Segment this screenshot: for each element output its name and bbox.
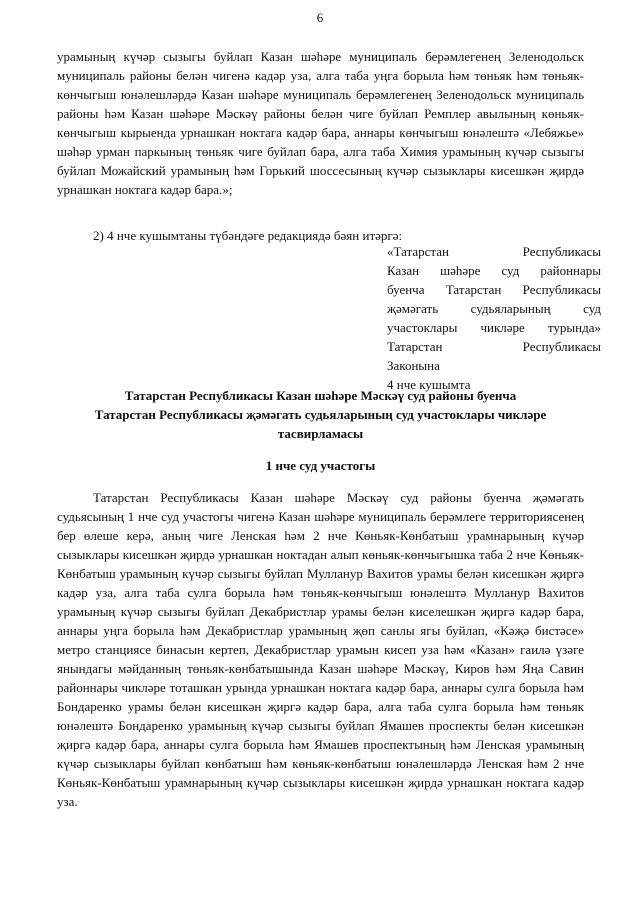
appendix-line: 4 нче кушымта xyxy=(387,377,471,392)
appendix-line: участоклары чикләре турында» xyxy=(387,320,601,335)
appendix-line: Казан шәһәре суд районнары xyxy=(387,263,601,278)
appendix-line: Законына xyxy=(387,358,440,373)
appendix-line: җәмәгать судьяларының суд xyxy=(387,301,601,316)
title-line: Татарстан Республикасы Казан шәһәре Мәскәү суд районы буенча xyxy=(124,388,517,403)
appendix-line: буенча Татарстан Республикасы xyxy=(387,282,601,297)
top-paragraph: урамының күчәр сызыгы буйлап Казан шәһәре муниципаль берәмлегенең Зеленодольск муниципаль районы белән чигенә кадәр уза, алга таба уңга борыла һәм төньяк һәм төньяк-көнчыгыш юнәлешләрдә Казан шәһәре муниципаль берәмлегенең Зеленодольск муниципаль районы һәм Казан шәһәре Мәскәү районы белән чиге буйлап Ремплер авылының көньяк-көнчыгыш кырыенда урнашкан ноктага кадәр бара, аннары көнчыгыш юнәлештә «Лебяжье» шәһәр урман паркының төньяк чиге буйлап бара, алга таба Химия урамының күчәр сызыгы буйлап Можайский урамының һәм Горький шоссесының күчәр сызыклары кисешкән җирдә урнашкан ноктага кадәр бара.»; xyxy=(57,49,584,197)
title-line: Татарстан Республикасы җәмәгать судьяларының суд участоклары чикләре xyxy=(94,407,547,422)
main-paragraph: Татарстан Республикасы Казан шәһәре Мәскәү суд районы буенча җәмәгать судьясының 1 нче суд участогы чигенә Казан шәһәре муниципаль берәмлеге территориясенең бер өлеше керә, аның чиге Ленская һәм 2 нче Көньяк-Көнбатыш урамнарының күчәр сызыклары кисешкән җирдә урнашкан ноктадан алып көньяк-көнчыгышка таба 2 нче Көньяк-Көнбатыш урамының күчәр сызыгы буйлап Мулланур Вахитов урамы белән кисешкән җиргә кадәр уза, алга таба сулга борыла һәм төньяк-көнчыгыш юнәлештә Мулланур Вахитов урамының күчәр сызыгы буйлап Декабристлар урамы белән киселешкән җиргә кадәр бара, аннары уңга борыла һәм Декабристлар урамының җөп санлы ягы буйлап, «Кәҗә бистәсе» метро станциясе бинасын кертеп, Декабристлар урамын кисеп уза һәм «Казан» гаилә үзәге янындагы мәйданның төньяк-көнбатышында Казан шәһәре Мәскәү, Киров һәм Яңа Савин районнары чикләре тоташкан урында урнашкан ноктага кадәр бара, аннары сулга борыла һәм Бондаренко урамы белән кисешкән җиргә кадәр бара, алга таба сулга борыла һәм төньяк юнәлештә Бондаренко урамының күчәр сызыгы буйлап Ямашев проспекты белән кисешкән җиргә кадәр бара, аннары сулга борыла һәм Ямашев проспектының һәм Ленская урамының күчәр сызыклары буйлап көнбатыш һәм көньяк-көнбатыш юнәлешләрдә Ленская һәм 2 нче Көньяк-Көнбатыш урамнарының күчәр сызыклары кисешкән җирдә урнашкан ноктага кадәр уза. xyxy=(57,490,584,809)
document-title xyxy=(57,386,584,443)
appendix-line: «Татарстан Республикасы xyxy=(387,244,601,259)
page-number: 6 xyxy=(316,10,324,25)
list-item-2: 2) 4 нче кушымтаны түбәндәге редакциядә бәян итәргә: xyxy=(93,228,403,243)
section-heading: 1 нче суд участогы xyxy=(265,458,376,473)
appendix-line: Татарстан Республикасы xyxy=(387,339,601,354)
appendix-reference-block xyxy=(387,242,601,394)
title-line: тасвирламасы xyxy=(277,426,364,441)
